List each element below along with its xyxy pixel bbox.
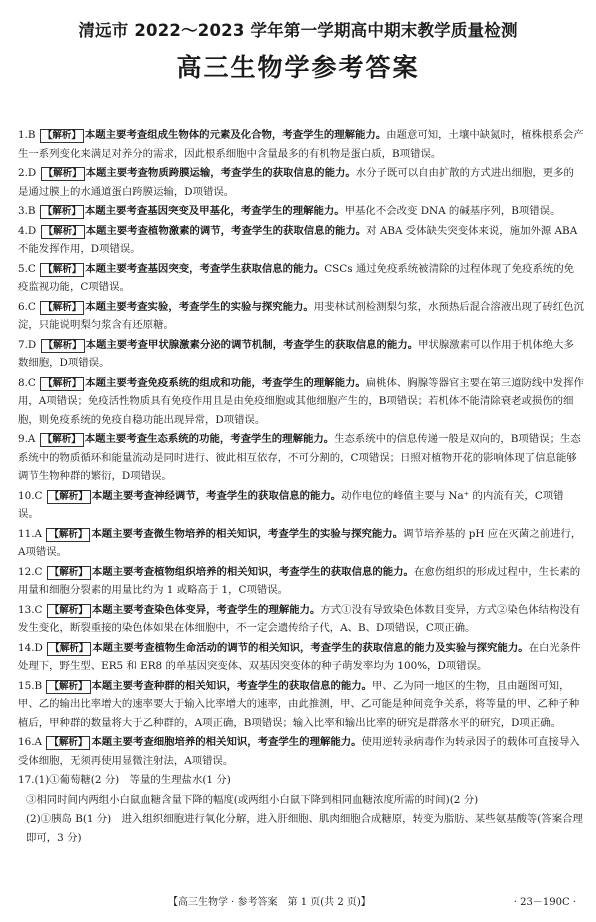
answer-b: 本题主要考查细胞培养的相关知识，考查学生的理解能力。 bbox=[91, 736, 362, 748]
answer-tag: 【解析】 bbox=[40, 263, 84, 277]
footer-page-info: 【高三生物学 · 参考答案 第 1 页(共 2 页)】 bbox=[168, 897, 371, 908]
answer-rest: 用斐林试剂检测梨匀浆，水预热后混合溶液出现了砖红色沉淀，只能说明梨匀浆含有还原糖。 bbox=[18, 300, 584, 331]
q17-line2: ③相同时间内两组小白鼠血糖含量下降的幅度(或两组小白鼠下降到相同血糖浓度所需的时间)(2 分) bbox=[26, 793, 479, 806]
answer-rest: 生态系统中的信息传递一般是双向的，B项错误；生态系统中的物质循环和能量流动是同时进行、彼此相互依存，不可分割的，C项错误；日照对植物开花的影响体现了信息能够调节生物种群的繁衍，D项错误。 bbox=[18, 433, 581, 482]
answer-item bbox=[18, 126, 584, 163]
answer-ans: C bbox=[34, 489, 43, 502]
answer-rest: CSCs 通过免疫系统被清除的过程体现了免疫系统的免疫监视功能，C项错误。 bbox=[18, 262, 575, 293]
answer-b: 本题主要考查基因突变及甲基化，考查学生的理解能力。 bbox=[84, 205, 345, 217]
answer-b: 本题主要考查微生物培养的相关知识，考查学生的实验与探究能力。 bbox=[91, 527, 404, 540]
answer-num: 1. bbox=[18, 129, 28, 141]
answer-ans: B bbox=[27, 129, 36, 141]
answer-b: 本题主要考查甲状腺激素分泌的调节机制，考查学生的获取信息的能力。 bbox=[85, 338, 419, 351]
answer-num: 10. bbox=[18, 489, 35, 502]
answer-num: 12. bbox=[18, 565, 35, 578]
answer-tag: 【解析】 bbox=[46, 528, 90, 542]
answer-ans: C bbox=[27, 262, 36, 275]
answer-num: 5. bbox=[18, 262, 28, 275]
answer-item bbox=[18, 336, 584, 373]
answer-num: 11. bbox=[18, 527, 35, 540]
answer-ans: D bbox=[27, 224, 37, 237]
answer-b: 本题主要考查基因突变，考查学生获取信息的能力。 bbox=[85, 262, 325, 275]
answer-b: 本题主要考查生态系统的功能，考查学生的理解能力。 bbox=[84, 433, 335, 445]
answer-tag: 【解析】 bbox=[41, 339, 85, 353]
answer-num: 16. bbox=[18, 736, 35, 748]
answer-rest: 动作电位的峰值主要与 Na⁺ 的内流有关，C项错误。 bbox=[18, 489, 564, 520]
q17-line3: (2)①胰岛 B(1 分) 进入组织细胞进行氧化分解，进入肝细胞、肌肉细胞合成糖原，转变为脂肪、某些氨基酸等(答案合理即可，3 分) bbox=[26, 813, 583, 844]
answer-b: 本题主要考查物质跨膜运输，考查学生的获取信息的能力。 bbox=[85, 167, 356, 179]
answer-tag: 【解析】 bbox=[47, 566, 91, 580]
answer-num: 6. bbox=[18, 300, 28, 313]
answer-key-title: 高三生物学参考答案 bbox=[176, 53, 420, 82]
answer-ans: D bbox=[34, 641, 43, 654]
answer-num: 15. bbox=[18, 679, 35, 692]
answer-tag: 【解析】 bbox=[47, 490, 91, 504]
answer-item bbox=[18, 733, 584, 770]
answer-b: 本题主要考查组成生物体的元素及化合物，考查学生的理解能力。 bbox=[84, 129, 387, 141]
answer-item bbox=[18, 563, 584, 600]
answer-ans: D bbox=[27, 338, 37, 351]
answer-ans: C bbox=[27, 376, 36, 389]
answer-b: 本题主要考查免疫系统的组成和功能，考查学生的理解能力。 bbox=[85, 376, 366, 389]
answer-num: 4. bbox=[18, 224, 28, 237]
answer-rest: 方式①没有导致染色体数目变异，方式②染色体结构没有发生变化，断裂重接的染色体如果在体细胞中，不一定会遗传给子代，A、B、D项错误，C项正确。 bbox=[18, 603, 581, 634]
answer-tag: 【解析】 bbox=[40, 129, 84, 143]
answer-rest: 调节培养基的 pH 应在灭菌之前进行，A项错误。 bbox=[18, 527, 582, 558]
answer-b: 本题主要考查种群的相关知识，考查学生的获取信息的能力。 bbox=[91, 679, 373, 692]
answer-rest: 甲、乙为同一地区的生物，且由题图可知，甲、乙的输出比率增大的速率要大于输入比率增大的速率，由此推测，甲、乙可能是种间竞争关系，将等量的甲、乙种子种植后，甲种群的数量将大于乙种群的，A项正确，B项错误；输入比率和输出比率的研究是群落水平的研究，D项正确。 bbox=[18, 679, 580, 729]
q17-line1: 17.(1)①葡萄糖(2 分) 等量的生理盐水(1 分) bbox=[18, 774, 231, 786]
answer-item bbox=[18, 639, 584, 676]
answer-tag: 【解析】 bbox=[40, 301, 84, 315]
answer-item bbox=[18, 677, 584, 733]
answer-item bbox=[18, 222, 584, 259]
answer-item bbox=[18, 298, 584, 335]
answer-rest: 甲状腺激素可以作用于机体绝大多数细胞，D项错误。 bbox=[18, 338, 574, 369]
answer-tag: 【解析】 bbox=[46, 680, 90, 694]
answer-b: 本题主要考查实验，考查学生的实验与探究能力。 bbox=[85, 300, 314, 313]
answer-tag: 【解析】 bbox=[47, 642, 91, 656]
footer-code: · 23－190C · bbox=[513, 897, 576, 908]
answer-item bbox=[18, 164, 584, 201]
answer-rest: 对 ABA 受体缺失突变体来说，施加外源 ABA 不能发挥作用，D项错误。 bbox=[18, 224, 578, 255]
answer-b: 本题主要考查染色体变异，考查学生的理解能力。 bbox=[91, 603, 321, 616]
answer-ans: B bbox=[27, 205, 36, 217]
answer-ans: A bbox=[34, 527, 43, 540]
answer-rest: 由题意可知，土壤中缺氮时，植株根系会产生一系列变化来满足对养分的需求，因此根系细胞中含量最多的有机物是蛋白质，B项错误。 bbox=[18, 129, 584, 160]
answer-rest: 甲基化不会改变 DNA 的碱基序列，B项错误。 bbox=[344, 205, 561, 217]
answer-item bbox=[18, 601, 584, 638]
answer-ans: A bbox=[34, 736, 43, 748]
answer-tag: 【解析】 bbox=[40, 205, 84, 219]
answer-list bbox=[18, 126, 584, 848]
answer-item bbox=[18, 487, 584, 524]
exam-title: 清远市 2022～2023 学年第一学期高中期末教学质量检测 bbox=[78, 21, 518, 40]
answer-num: 3. bbox=[18, 205, 28, 217]
answer-tag: 【解析】 bbox=[40, 433, 84, 447]
answer-rest: 在白光条件处理下，野生型、ER5 和 ER8 的单基因突变体、双基因突变体的种子萌发率均为 100%，D项错误。 bbox=[18, 641, 581, 672]
answer-rest: 扁桃体、胸腺等器官主要在第三道防线中发挥作用，A项错误；免疫活性物质具有免疫作用且是由免疫细胞或其他细胞产生的，B项错误；若机体不能清除衰老或损伤的细胞，则免疫系统的免疫自稳功能出现异常，D项错误。 bbox=[18, 376, 584, 426]
answer-b: 本题主要考查植物生命活动的调节的相关知识，考查学生的获取信息的能力及实验与探究能力。 bbox=[92, 641, 529, 654]
answer-num: 7. bbox=[18, 338, 28, 351]
answer-ans: C bbox=[34, 565, 43, 578]
answer-b: 本题主要考查植物激素的调节，考查学生的获取信息的能力。 bbox=[85, 224, 367, 237]
answer-b: 本题主要考查神经调节，考查学生的获取信息的能力。 bbox=[91, 489, 342, 502]
answer-item bbox=[18, 374, 584, 430]
answer-num: 2. bbox=[18, 167, 28, 179]
answer-ans: B bbox=[34, 679, 43, 692]
answer-item bbox=[18, 430, 584, 486]
answer-ans: C bbox=[27, 300, 36, 313]
answer-tag: 【解析】 bbox=[40, 377, 84, 391]
answer-b: 本题主要考查植物组织培养的相关知识，考查学生的获取信息的能力。 bbox=[91, 565, 414, 578]
answer-tag: 【解析】 bbox=[41, 167, 85, 181]
answer-num: 13. bbox=[18, 603, 35, 616]
answer-ans: D bbox=[27, 167, 37, 179]
answer-rest: 使用逆转录病毒作为转录因子的载体可直接导入受体细胞，无须再使用显微注射法，A项错误。 bbox=[18, 736, 580, 767]
answer-num: 8. bbox=[18, 376, 28, 389]
answer-ans: A bbox=[27, 433, 36, 445]
answer-num: 14. bbox=[18, 641, 35, 654]
answer-num: 9. bbox=[18, 433, 28, 445]
answer-ans: C bbox=[34, 603, 43, 616]
answer-tag: 【解析】 bbox=[46, 736, 90, 750]
answer-item bbox=[18, 525, 584, 562]
answer-item bbox=[18, 260, 584, 297]
answer-rest: 在愈伤组织的形成过程中，生长素的用量和细胞分裂素的用量比约为 1 或略高于 1，C项错误。 bbox=[18, 565, 581, 596]
answer-tag: 【解析】 bbox=[41, 225, 85, 239]
answer-item bbox=[18, 202, 584, 221]
answer-tag: 【解析】 bbox=[47, 604, 91, 618]
answer-rest: 水分子既可以自由扩散的方式进出细胞，更多的是通过膜上的水通道蛋白跨膜运输，D项错误。 bbox=[18, 167, 574, 198]
